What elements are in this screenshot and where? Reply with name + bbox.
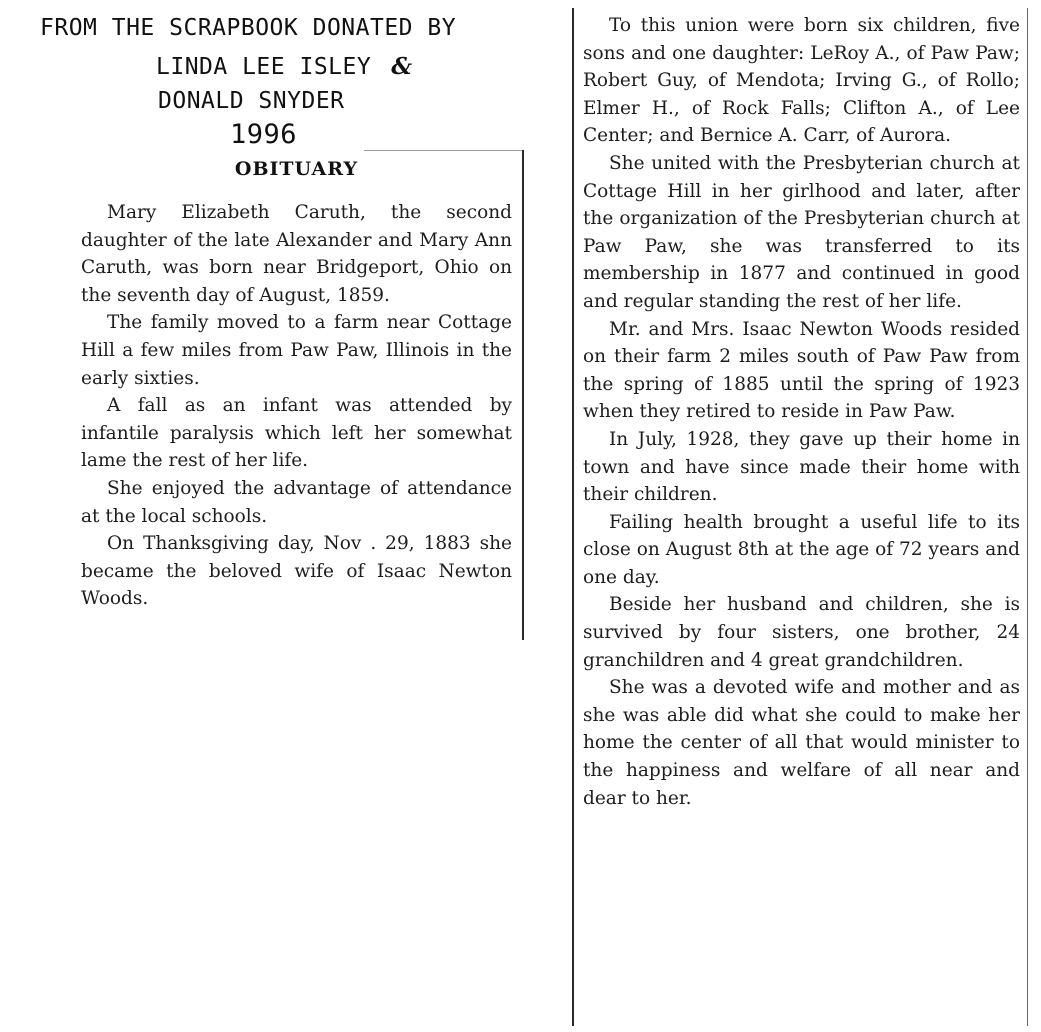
header-donor-1 xyxy=(156,52,412,82)
paragraph-children: To this union were born six children, five sons and one daughter: LeRoy A., of Paw Paw; Robert Guy, of Mendota; Irving G., of Rollo; Elmer H., of Rock Falls; Clifton A., of Lee Center; and Bernice A. Carr, of Aurora. xyxy=(583,15,1020,147)
paragraph-birth: Mary Elizabeth Caruth, the second daughter of the late Alexander and Mary Ann Caruth, was born near Bridgeport, Ohio on the seventh day of August, 1859. xyxy=(81,202,512,306)
obituary-right-column xyxy=(583,12,1020,812)
paragraph-death: Failing health brought a useful life to its close on August 8th at the age of 72 years and one day. xyxy=(583,511,1020,588)
paragraph-schooling: She enjoyed the advantage of attendance at the local schools. xyxy=(81,477,512,527)
header-donor-2: DONALD SNYDER xyxy=(158,88,345,114)
paragraph-church: She united with the Presbyterian church at Cottage Hill in her girlhood and later, after the organization of the Presbyterian church at Paw Paw, she was transferred to its membership in 1877 and continued in good and regular standing the rest of her life. xyxy=(583,152,1020,312)
column-divider xyxy=(572,8,574,1026)
header-donated-by: FROM THE SCRAPBOOK DONATED BY xyxy=(40,15,457,41)
obituary-title: OBITUARY xyxy=(234,158,359,180)
left-column-divider xyxy=(522,150,524,640)
paragraph-tribute: She was a devoted wife and mother and as she was able did what she could to make her home the center of all that would minister to the happiness and welfare of all near and dear to her. xyxy=(583,677,1020,809)
header-year: 1996 xyxy=(230,119,298,150)
handwritten-ampersand: & xyxy=(391,53,413,80)
left-column-top-rule xyxy=(364,150,524,151)
paragraph-family-move: The family moved to a farm near Cottage Hill a few miles from Paw Paw, Illinois in the early sixties. xyxy=(81,312,512,389)
paragraph-infancy: A fall as an infant was attended by infantile paralysis which left her somewhat lame the rest of her life. xyxy=(81,395,512,472)
obituary-left-column xyxy=(81,199,512,613)
paragraph-marriage: On Thanksgiving day, Nov . 29, 1883 she became the beloved wife of Isaac Newton Woods. xyxy=(81,533,512,610)
header-donor-1-name: LINDA LEE ISLEY xyxy=(156,54,372,80)
paragraph-later-home: In July, 1928, they gave up their home in town and have since made their home with their children. xyxy=(583,428,1020,506)
paragraph-survivors: Beside her husband and children, she is survived by four sisters, one brother, 24 granchildren and 4 great grandchildren. xyxy=(583,594,1020,671)
right-column-border xyxy=(1027,8,1028,1026)
paragraph-farm: Mr. and Mrs. Isaac Newton Woods resided on their farm 2 miles south of Paw Paw from the spring of 1885 until the spring of 1923 when they retired to reside in Paw Paw. xyxy=(583,318,1020,423)
